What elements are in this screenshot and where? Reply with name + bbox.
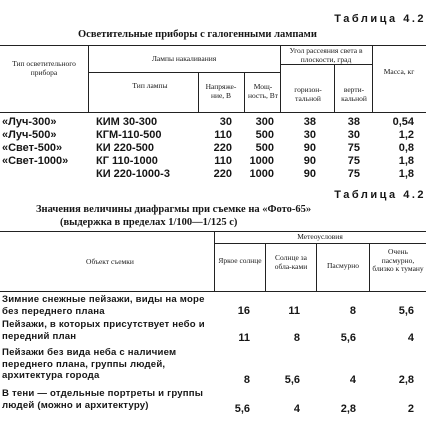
table1-header-mass: Масса, кг — [383, 67, 415, 76]
horizontal-angle: 38 — [303, 116, 316, 128]
aperture-sun-clouds: 5,6 — [284, 374, 300, 386]
vertical-angle: 75 — [347, 168, 360, 180]
scene-description: Пейзажи без вида неба с наличием переднего плана, группы людей, архитектура города — [2, 347, 177, 381]
table2-header-bright-sun: Яркое солнце — [218, 256, 262, 265]
table1-col-divider — [280, 45, 281, 112]
table2-header-object: Объект съемки — [86, 257, 134, 266]
table1-lamps-rule — [88, 72, 280, 73]
mass-value: 1,2 — [398, 129, 414, 141]
vertical-angle: 30 — [347, 129, 360, 141]
aperture-bright-sun: 11 — [238, 332, 250, 344]
horizontal-angle: 90 — [303, 142, 316, 154]
lamp-type: КИМ 30-300 — [96, 116, 158, 128]
power-value: 500 — [255, 129, 274, 141]
table1-title: Осветительные приборы с галогенными лампами — [78, 29, 317, 40]
aperture-very-overcast: 2,8 — [398, 374, 414, 386]
horizontal-angle: 30 — [303, 129, 316, 141]
table2-col-divider — [316, 243, 317, 291]
table2-col-divider — [369, 243, 370, 291]
voltage-value: 30 — [219, 116, 232, 128]
table1-col-divider — [334, 64, 335, 112]
device-name: «Свет-500» — [2, 142, 63, 154]
device-name: «Луч-500» — [2, 129, 57, 141]
voltage-value: 110 — [214, 155, 232, 167]
aperture-overcast: 8 — [349, 305, 356, 317]
table2-header-overcast: Пасмурно — [326, 261, 360, 270]
aperture-sun-clouds: 4 — [293, 403, 300, 415]
voltage-value: 220 — [213, 142, 232, 154]
vertical-angle: 38 — [347, 116, 360, 128]
vertical-angle: 75 — [347, 155, 360, 167]
table2-subtitle: (выдержка в пределах 1/100—1/125 с) — [60, 217, 238, 228]
table1-header-angle: Угол рассеяния света в плоскости, град — [289, 46, 363, 64]
table2-weather-rule — [214, 243, 426, 244]
aperture-very-overcast: 4 — [407, 332, 414, 344]
mass-value: 0,8 — [398, 142, 414, 154]
table1-header-voltage: Напряже-ние, В — [205, 82, 237, 100]
power-value: 1000 — [249, 155, 274, 167]
aperture-overcast: 2,8 — [340, 403, 356, 415]
table1-col-divider — [372, 45, 373, 112]
aperture-sun-clouds: 11 — [288, 305, 300, 317]
aperture-very-overcast: 5,6 — [398, 305, 414, 317]
table2-header-weather: Метеоусловия — [297, 232, 343, 241]
table1-header-lamp-type: Тип лампы — [132, 81, 168, 90]
power-value: 300 — [255, 116, 274, 128]
aperture-bright-sun: 8 — [243, 374, 250, 386]
voltage-value: 110 — [214, 129, 232, 141]
table1-header-rule — [0, 112, 426, 113]
aperture-very-overcast: 2 — [407, 403, 414, 415]
table1-header-vertical: верти-кальной — [341, 85, 367, 103]
lamp-type: КИ 220-1000-3 — [96, 168, 170, 180]
aperture-overcast: 5,6 — [340, 332, 356, 344]
mass-value: 1,8 — [398, 155, 414, 167]
table2-header-rule — [0, 291, 426, 292]
aperture-bright-sun: 16 — [237, 305, 250, 317]
scene-description: Зимние снежные пейзажи, виды на море без переднего плана — [2, 294, 205, 317]
mass-value: 0,54 — [392, 116, 414, 128]
table1-col-divider — [198, 72, 199, 112]
table1-header-device: Тип осветительного прибора — [12, 59, 76, 77]
table1-header-power: Мощ-ность, Вт — [247, 82, 278, 100]
lamp-type: КГМ-110-500 — [96, 129, 162, 141]
table2-col-divider — [265, 243, 266, 291]
voltage-value: 220 — [213, 168, 232, 180]
vertical-angle: 75 — [347, 142, 360, 154]
scene-description: Пейзажи, в которых присутствует небо и передний план — [2, 319, 205, 342]
table1-subgroup-rule — [280, 64, 372, 65]
lamp-type: КГ 110-1000 — [96, 155, 158, 167]
table2-header-sun-clouds: Солнце за обла-ками — [274, 253, 308, 271]
table2-title: Значения величины диафрагмы при съемке на «Фото-65» — [36, 204, 312, 215]
aperture-overcast: 4 — [349, 374, 356, 386]
table1-header-lamps: Лампы накаливания — [151, 54, 217, 63]
horizontal-angle: 90 — [303, 168, 316, 180]
power-value: 1000 — [249, 168, 274, 180]
aperture-sun-clouds: 8 — [293, 332, 300, 344]
table1-caption: Таблица 4.2 — [334, 13, 426, 25]
table2-caption: Таблица 4.2 — [334, 189, 426, 201]
table1-header-horizontal: горизон-тальной — [294, 85, 322, 103]
table2-top-rule — [0, 231, 426, 232]
horizontal-angle: 90 — [303, 155, 316, 167]
lamp-type: КИ 220-500 — [96, 142, 155, 154]
table2-header-very-overcast: Очень пасмурно, близко к туману — [372, 247, 424, 273]
aperture-bright-sun: 5,6 — [234, 403, 250, 415]
mass-value: 1,8 — [398, 168, 414, 180]
power-value: 500 — [255, 142, 274, 154]
scene-description: В тени — отдельные портреты и группы людей (можно и архитектуру) — [2, 388, 204, 411]
device-name: «Луч-300» — [2, 116, 57, 128]
table1-col-divider — [244, 72, 245, 112]
device-name: «Свет-1000» — [2, 155, 69, 167]
